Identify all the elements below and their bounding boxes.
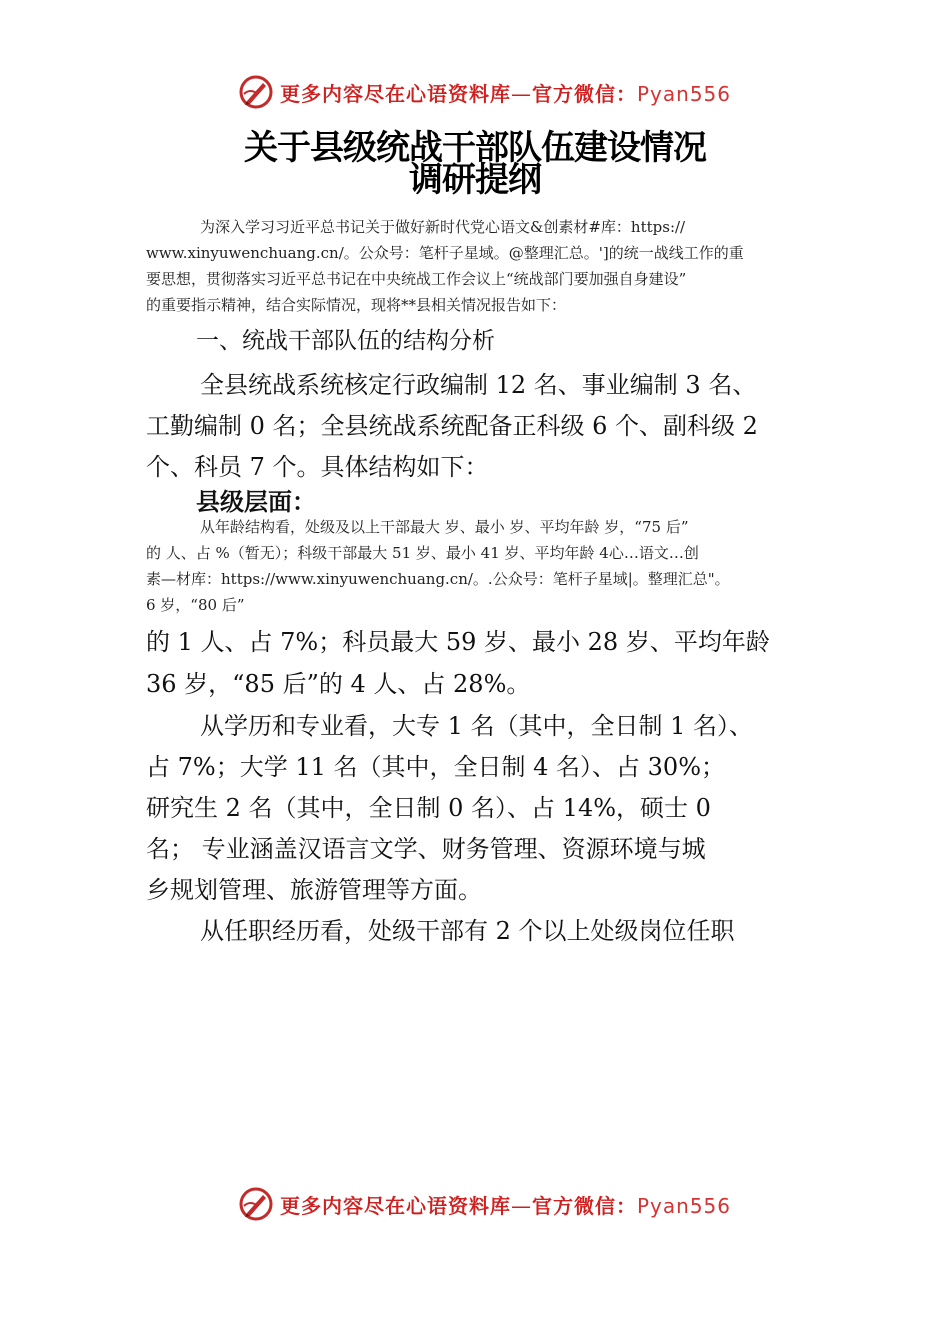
banner-text <box>280 1190 731 1219</box>
pen-logo-icon <box>238 74 274 110</box>
paragraph-line: 名； 专业涵盖汉语言文学、财务管理、资源环境与城 <box>146 835 706 863</box>
paragraph-line: 乡规划管理、旅游管理等方面。 <box>146 876 482 904</box>
subheading-county-level: 县级层面： <box>196 488 316 516</box>
footer-banner <box>238 1184 758 1224</box>
paragraph-line: 工勤编制 0 名；全县统战系统配备正科级 6 个、副科级 2 <box>146 412 758 440</box>
banner-wechat-id: Pyan556 <box>637 81 732 106</box>
paragraph-line: 研究生 2 名（其中，全日制 0 名）、占 14%，硕士 0 <box>146 794 711 822</box>
paragraph-line: 个、科员 7 个。具体结构如下： <box>146 453 489 481</box>
section-heading: 一、统战干部队伍的结构分析 <box>196 328 495 354</box>
header-banner <box>238 72 758 112</box>
paragraph-line: 36 岁，“85 后”的 4 人、占 28%。 <box>146 670 531 698</box>
intro-line-4: 的重要指示精神，结合实际情况，现将**县相关情况报告如下： <box>146 296 567 314</box>
intro-line-3: 要思想，贯彻落实习近平总书记在中央统战工作会议上“统战部门要加强自身建设” <box>146 270 687 288</box>
age-small-line: 素—材库：https://www.xinyuwenchuang.cn/。.公众号：笔杆子星域|。整理汇总"。 <box>146 570 730 588</box>
pen-logo-icon <box>238 1186 274 1222</box>
age-small-line: 的 人、占 %（暂无）；科级干部最大 51 岁、最小 41 岁、平均年龄 4心…语文…创 <box>146 544 699 562</box>
banner-text <box>280 78 731 107</box>
banner-separator: — <box>511 1193 532 1218</box>
intro-line-1: 为深入学习习近平总书记关于做好新时代党心语文&创素材#库：https:// <box>200 218 686 236</box>
age-small-line: 6 岁，“80 后” <box>146 596 245 614</box>
paragraph-line: 的 1 人、占 7%；科员最大 59 岁、最小 28 岁、平均年龄 <box>146 628 770 656</box>
banner-slogan: 更多内容尽在心语资料库 <box>280 81 511 106</box>
banner-slogan: 更多内容尽在心语资料库 <box>280 1193 511 1218</box>
document-title-line-2: 调研提纲 <box>409 160 541 200</box>
paragraph-line: 从任职经历看，处级干部有 2 个以上处级岗位任职 <box>200 917 735 945</box>
document-title-line-1: 关于县级统战干部队伍建设情况 <box>244 128 706 168</box>
banner-wechat-id: Pyan556 <box>637 1193 732 1218</box>
paragraph-line: 占 7%；大学 11 名（其中，全日制 4 名）、占 30%； <box>146 753 725 781</box>
intro-line-2: www.xinyuwenchuang.cn/。公众号：笔杆子星域。@整理汇总。']的统一战线工作的重 <box>146 244 744 262</box>
banner-wechat-label: 官方微信： <box>532 1193 637 1218</box>
age-small-line: 从年龄结构看，处级及以上干部最大 岁、最小 岁、平均年龄 岁，“75 后” <box>200 518 689 536</box>
banner-separator: — <box>511 81 532 106</box>
paragraph-line: 全县统战系统核定行政编制 12 名、事业编制 3 名、 <box>200 371 757 399</box>
paragraph-line: 从学历和专业看，大专 1 名（其中，全日制 1 名）、 <box>200 712 754 740</box>
banner-wechat-label: 官方微信： <box>532 81 637 106</box>
